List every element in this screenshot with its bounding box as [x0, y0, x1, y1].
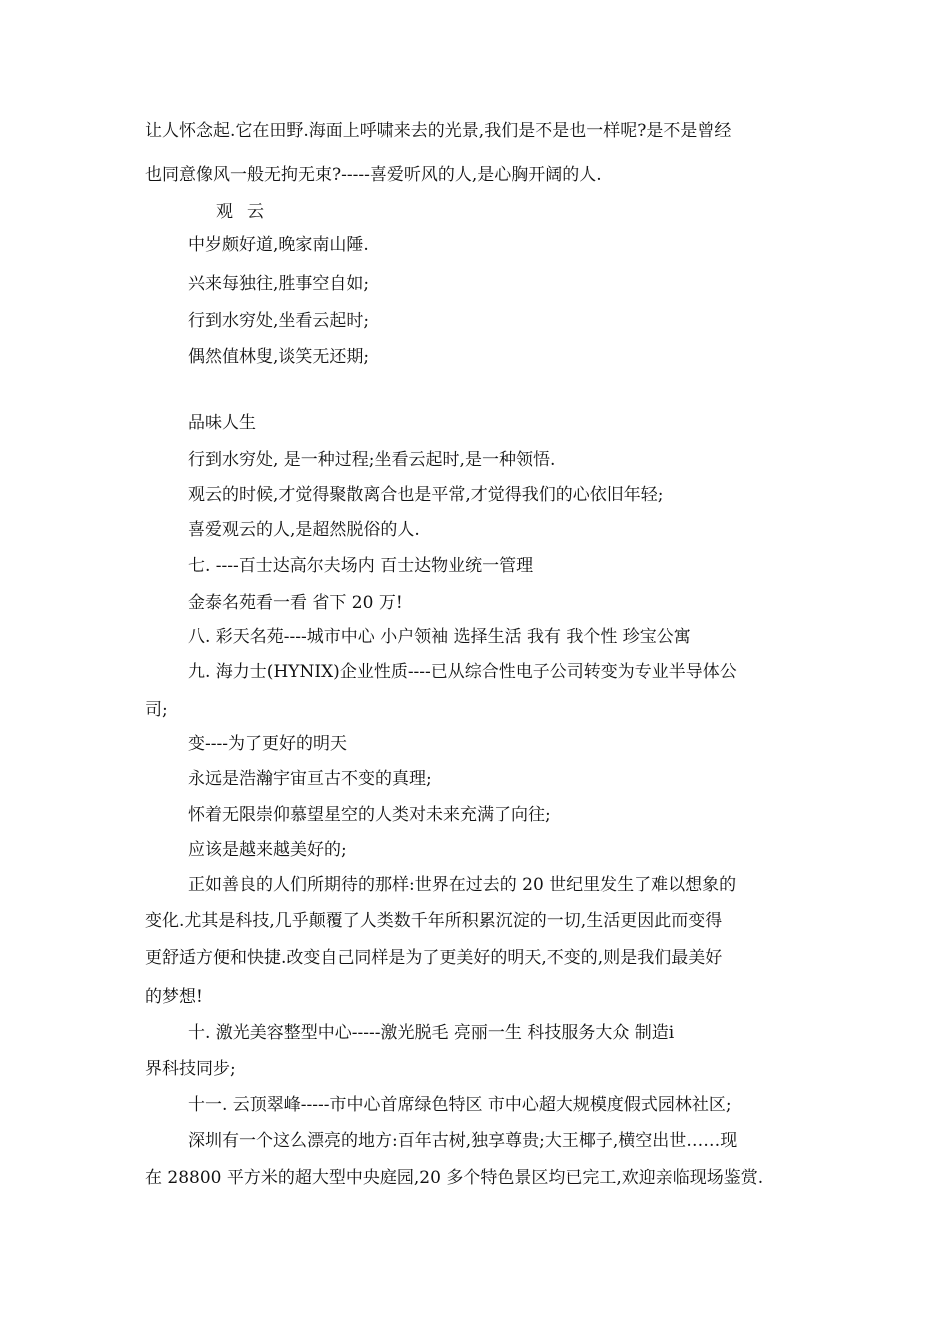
- paragraph-line: 十一. 云顶翠峰-----市中心首席绿色特区 市中心超大规模度假式园林社区;: [188, 1095, 732, 1115]
- paragraph-line: 正如善良的人们所期待的那样:世界在过去的 20 世纪里发生了难以想象的: [188, 875, 737, 895]
- paragraph-line: 行到水穷处, 是一种过程;坐看云起时,是一种领悟.: [188, 450, 556, 470]
- section-title: 观云: [216, 202, 278, 222]
- paragraph-line: 更舒适方便和快捷.改变自己同样是为了更美好的明天,不变的,则是我们最美好: [145, 948, 723, 968]
- paragraph-line: 金泰名苑看一看 省下 20 万!: [188, 593, 403, 613]
- section-title: 品味人生: [188, 413, 256, 433]
- paragraph-line: 界科技同步;: [145, 1059, 236, 1079]
- poem-line: 行到水穷处,坐看云起时;: [188, 311, 370, 331]
- paragraph-line: 喜爱观云的人,是超然脱俗的人.: [188, 520, 420, 540]
- paragraph-line: 深圳有一个这么漂亮的地方:百年古树,独享尊贵;大王椰子,横空出世……现: [188, 1131, 738, 1151]
- paragraph-line: 司;: [145, 700, 168, 720]
- paragraph-line: 变化.尤其是科技,几乎颠覆了人类数千年所积累沉淀的一切,生活更因此而变得: [145, 911, 723, 931]
- paragraph-line: 也同意像风一般无拘无束?-----喜爱听风的人,是心胸开阔的人.: [145, 165, 602, 185]
- paragraph-line: 变----为了更好的明天: [188, 734, 347, 754]
- paragraph-line: 永远是浩瀚宇宙亘古不变的真理;: [188, 769, 432, 789]
- poem-line: 兴来每独往,胜事空自如;: [188, 274, 370, 294]
- paragraph-line: 九. 海力士(HYNIX)企业性质----已从综合性电子公司转变为专业半导体公: [188, 662, 737, 682]
- paragraph-line: 十. 激光美容整型中心-----激光脱毛 亮丽一生 科技服务大众 制造i: [188, 1023, 675, 1043]
- paragraph-line: 应该是越来越美好的;: [188, 840, 347, 860]
- paragraph-line: 观云的时候,才觉得聚散离合也是平常,才觉得我们的心依旧年轻;: [188, 485, 664, 505]
- paragraph-line: 的梦想!: [145, 987, 203, 1007]
- paragraph-line: 怀着无限崇仰慕望星空的人类对未来充满了向往;: [188, 805, 551, 825]
- paragraph-line: 八. 彩天名苑----城市中心 小户领袖 选择生活 我有 我个性 珍宝公寓: [188, 627, 691, 647]
- paragraph-line: 七. ----百士达高尔夫场内 百士达物业统一管理: [188, 556, 534, 576]
- paragraph-line: 让人怀念起.它在田野.海面上呼啸来去的光景,我们是不是也一样呢?是不是曾经: [145, 121, 732, 141]
- poem-line: 中岁颇好道,晚家南山陲.: [188, 235, 369, 255]
- poem-line: 偶然值林叟,谈笑无还期;: [188, 347, 370, 367]
- paragraph-line: 在 28800 平方米的超大型中央庭园,20 多个特色景区均已完工,欢迎亲临现场鉴赏.: [145, 1168, 764, 1188]
